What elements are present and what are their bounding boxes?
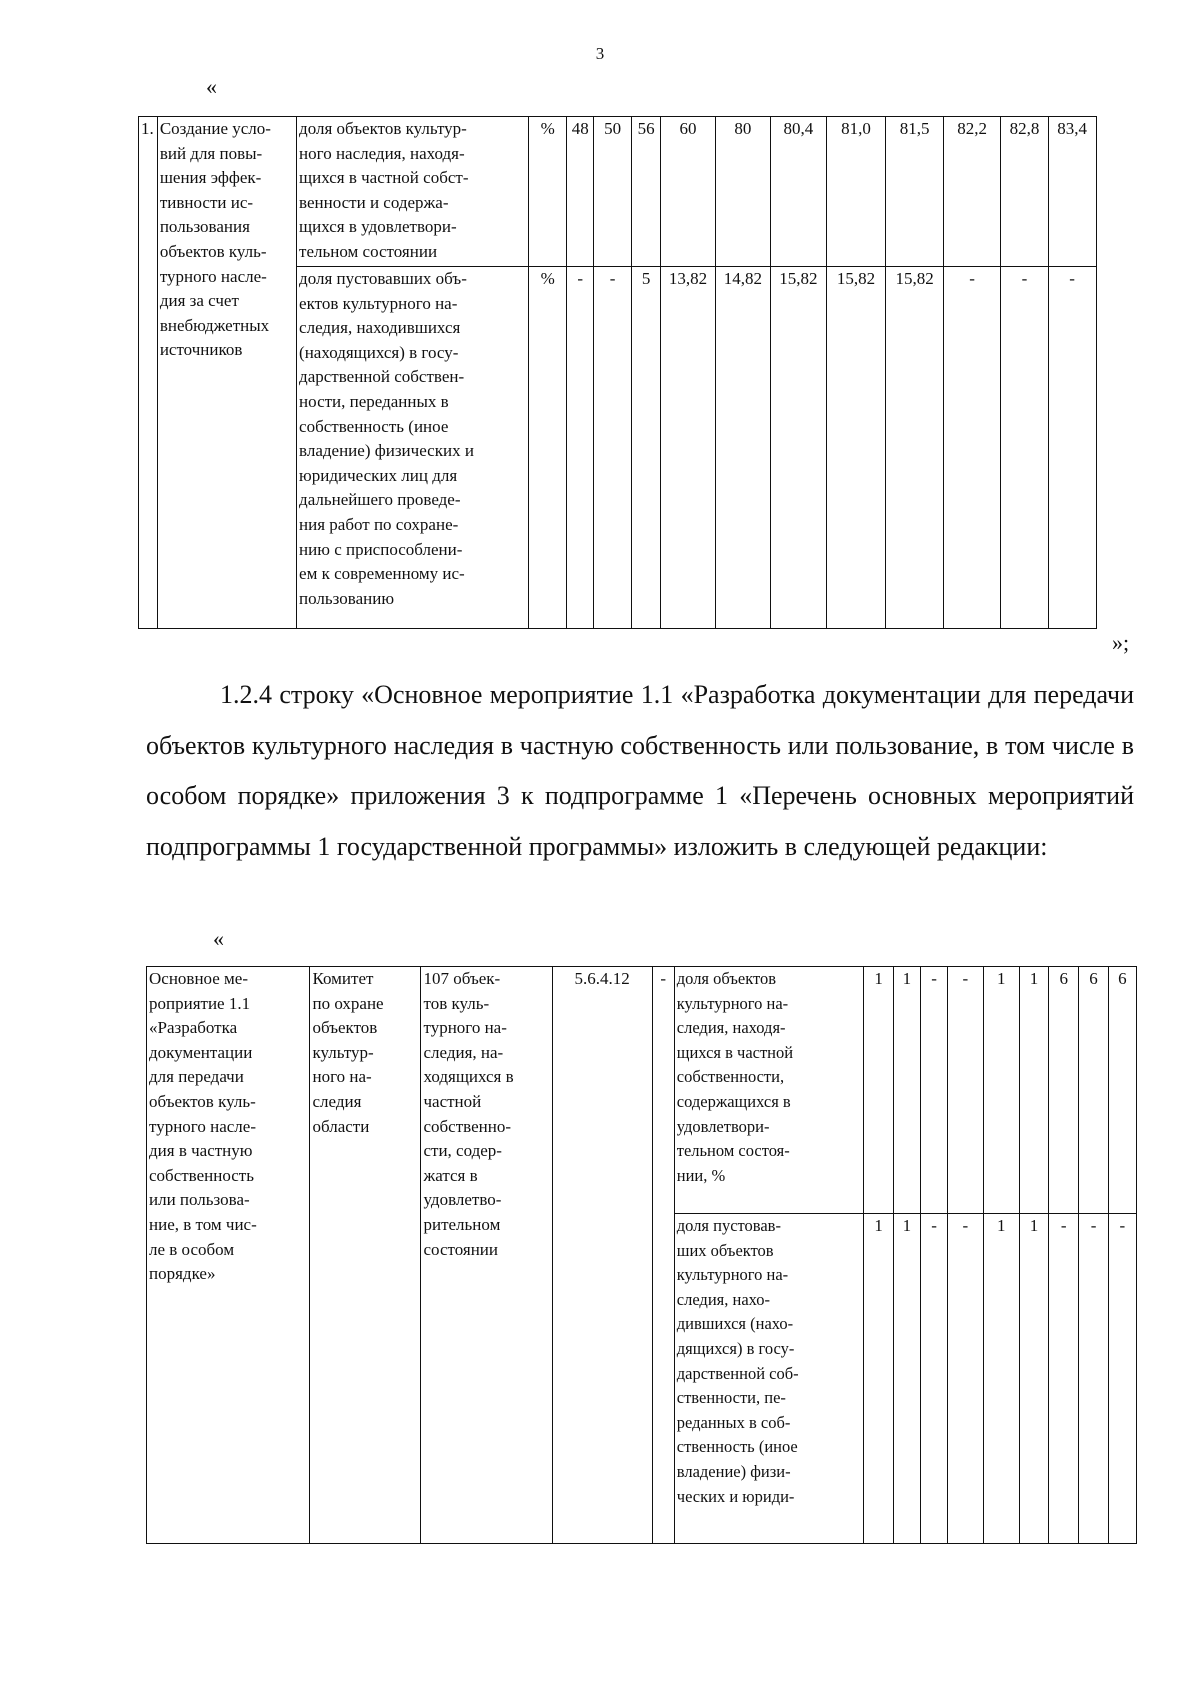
value-cell: 80,4 xyxy=(771,117,826,267)
value-cell: 1 xyxy=(1019,1214,1048,1544)
value-cell: 13,82 xyxy=(661,267,715,629)
value-cell: 50 xyxy=(594,117,632,267)
value-cell: 60 xyxy=(661,117,715,267)
value-cell: 1 xyxy=(864,1214,893,1544)
closing-quote: »; xyxy=(1112,630,1130,655)
value-cell: 82,2 xyxy=(943,117,1001,267)
value-cell: - xyxy=(920,1214,947,1544)
value-cell: - xyxy=(1048,267,1096,629)
unit-cell: % xyxy=(529,117,567,267)
value-cell: 6 xyxy=(1079,967,1108,1214)
value-cell: 1 xyxy=(893,1214,920,1544)
value-cell: 83,4 xyxy=(1048,117,1096,267)
opening-quote-2: « xyxy=(213,926,224,951)
indicators-table xyxy=(138,116,1146,629)
value-cell: 1 xyxy=(864,967,893,1214)
value-cell: - xyxy=(1049,1214,1079,1544)
indicator-cell: доля объектов культур- ного наследия, находя- щихся в частной собст- венности и содержа- щихся в удовлетвори- тельном состоянии xyxy=(297,117,529,267)
dash-cell: - xyxy=(652,967,674,1544)
value-cell: 15,82 xyxy=(886,267,944,629)
value-cell: 48 xyxy=(567,117,594,267)
task-cell: Создание усло- вий для повы- шения эффек- тивности ис- пользования объектов куль- турного насле- дия за счет внебюджетных источников xyxy=(157,117,296,629)
value-cell: - xyxy=(948,1214,983,1544)
value-cell: 6 xyxy=(1049,967,1079,1214)
value-cell: - xyxy=(920,967,947,1214)
unit-cell: % xyxy=(529,267,567,629)
indicator-cell: доля объектов культурного на- следия, находя- щихся в частной собственности, содержащихся в удовлетвори- тельном состоя- нии, % xyxy=(674,967,864,1214)
indicator-cell: доля пустовав- ших объектов культурного на- следия, нахо- дившихся (нахо- дящихся) в госу- дарственной соб- ственности, пе- реданных в соб- ственность (иное владение) физи- ческих и юриди- xyxy=(674,1214,864,1544)
opening-quote: « xyxy=(206,74,217,99)
value-cell: 1 xyxy=(1019,967,1048,1214)
table-row xyxy=(139,117,1146,267)
value-cell: - xyxy=(1079,1214,1108,1544)
value-cell: 82,8 xyxy=(1001,117,1048,267)
value-cell: - xyxy=(1108,1214,1136,1544)
value-cell: - xyxy=(943,267,1001,629)
amendment-paragraph: 1.2.4 строку «Основное мероприятие 1.1 «Разработка документации для передачи объектов культурного наследия в частную собственность или пользование, в том числе в особом порядке» приложения 3 к подпрограмме 1 «Перечень основных мероприятий подпрограммы 1 государственной программы» изложить в следующей редакции: xyxy=(146,680,1134,861)
value-cell: - xyxy=(1001,267,1048,629)
event-cell: Основное ме- роприятие 1.1 «Разработка документации для передачи объектов куль- турного насле- дия в частную собственность или пользова- ние, в том чис- ле в особом порядке» xyxy=(147,967,310,1544)
value-cell: 1 xyxy=(983,1214,1019,1544)
value-cell: 15,82 xyxy=(771,267,826,629)
value-cell: - xyxy=(948,967,983,1214)
row-number: 1. xyxy=(139,117,158,629)
result-cell: 107 объек- тов куль- турного на- следия, на- ходящихся в частной собственно- сти, содер- жатся в удовлетво- рительном состоянии xyxy=(421,967,552,1544)
value-cell: 15,82 xyxy=(826,267,886,629)
page-number: 3 xyxy=(595,44,605,63)
value-cell: 5 xyxy=(631,267,660,629)
value-cell: 1 xyxy=(983,967,1019,1214)
table-row xyxy=(147,967,1137,1214)
indicator-cell: доля пустовавших объ- ектов культурного на- следия, находившихся (находящихся) в госу- дарственной собствен- ности, переданных в собственность (иное владение) физических и юридических лиц для дальнейшего проведе- ния работ по сохране- нию с приспособлени- ем к современному ис- пользованию xyxy=(297,267,529,629)
value-cell: - xyxy=(567,267,594,629)
events-table xyxy=(146,966,1137,1544)
code-cell: 5.6.4.12 xyxy=(552,967,652,1544)
value-cell: 1 xyxy=(893,967,920,1214)
value-cell: 14,82 xyxy=(715,267,770,629)
executor-cell: Комитет по охране объектов культур- ного на- следия области xyxy=(310,967,421,1544)
value-cell: 81,0 xyxy=(826,117,886,267)
value-cell: 56 xyxy=(631,117,660,267)
value-cell: 81,5 xyxy=(886,117,944,267)
value-cell: 6 xyxy=(1108,967,1136,1214)
value-cell: 80 xyxy=(715,117,770,267)
value-cell: - xyxy=(594,267,632,629)
